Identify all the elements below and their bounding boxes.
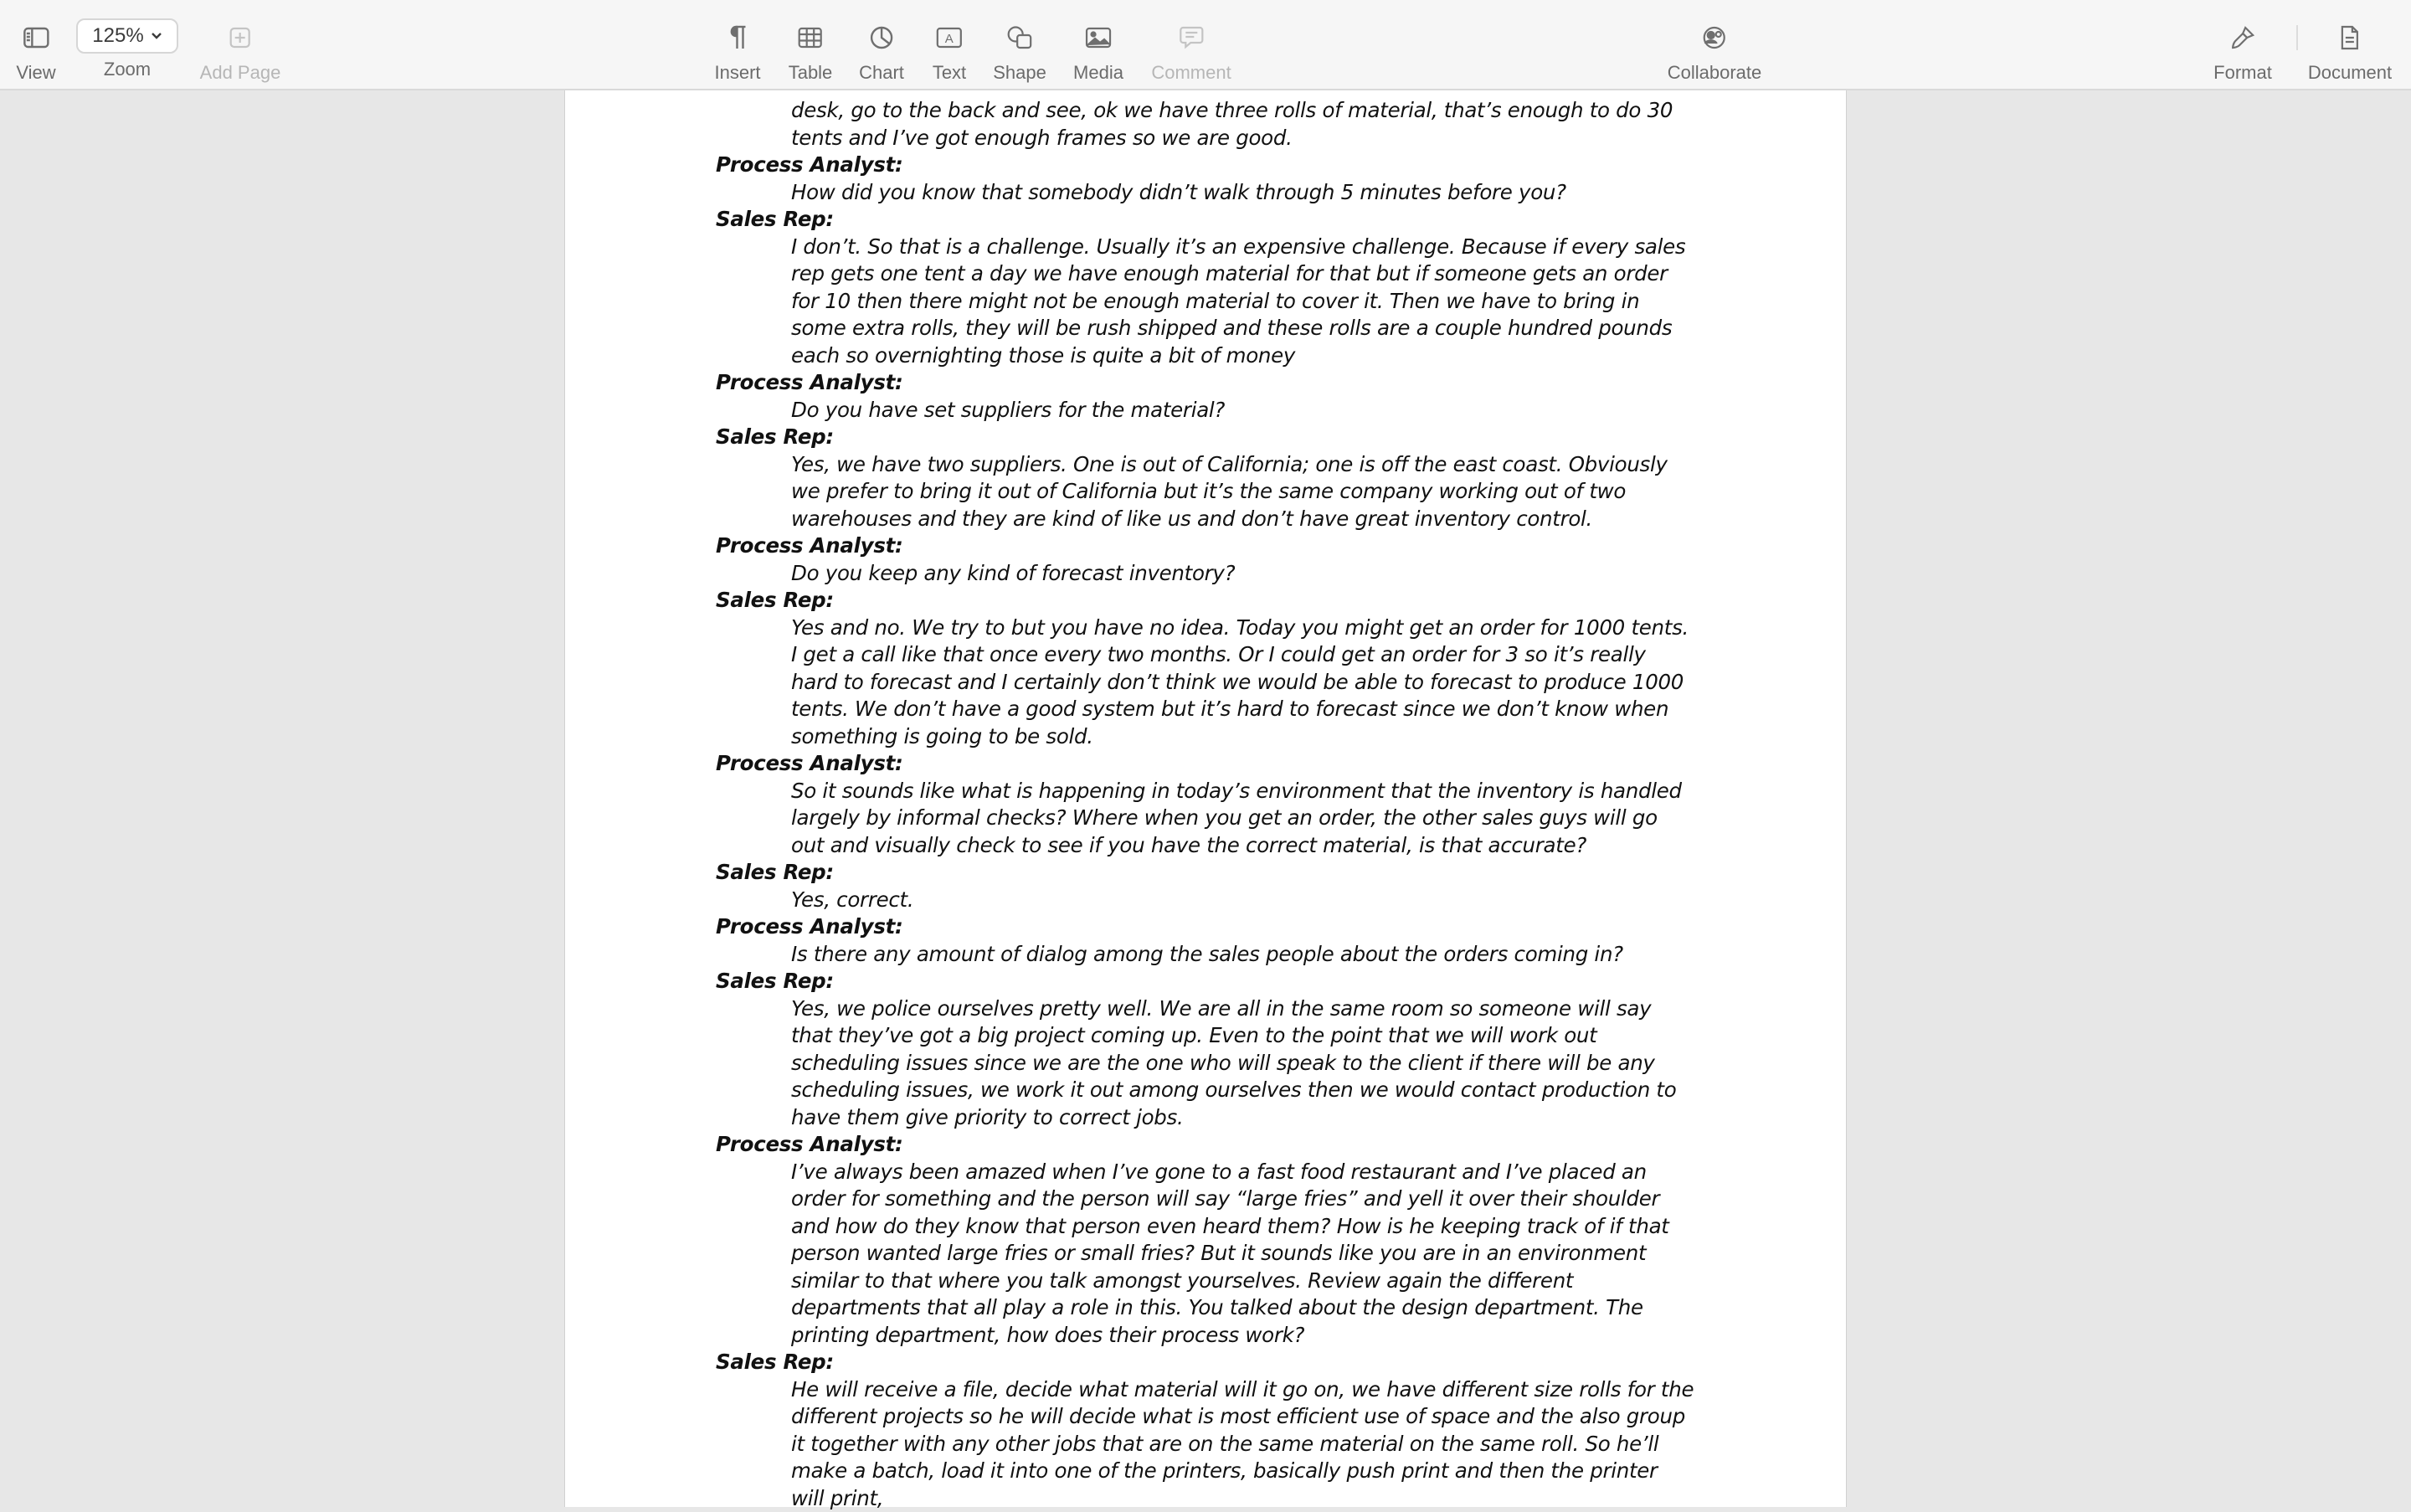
utterance-text: Yes, we police ourselves pretty well. We are all in the same room so someone will say that they’ve got a big project coming up. Even to the point that we will work out scheduling issues since we are the one who will speak to the client if there will be any scheduling issues, we work it out among ourselves then we would contact production to have them give priority to correct jobs. xyxy=(791,995,1695,1132)
media-label: Media xyxy=(1073,62,1123,84)
utterance-text: Do you keep any kind of forecast inventory? xyxy=(791,560,1695,588)
toolbar xyxy=(0,0,2411,90)
paintbrush-icon xyxy=(2230,22,2255,54)
zoom-control[interactable] xyxy=(76,0,178,90)
format-button[interactable] xyxy=(2213,0,2272,90)
utterance-text: Yes and no. We try to but you have no idea. Today you might get an order for 1000 tents. I get a call like that once every two months. Or I could get an order for 3 so it’s really hard to forecast and I certainly don’t think we would be able to forecast to produce 1000 tents. We don’t have a good system but it’s hard to forecast since we don’t know when something is going to be sold. xyxy=(791,615,1695,751)
document-label: Document xyxy=(2308,62,2392,84)
utterance-text: How did you know that somebody didn’t walk through 5 minutes before you? xyxy=(791,179,1695,207)
utterance-text: I don’t. So that is a challenge. Usually it’s an expensive challenge. Because if every sales rep gets one tent a day we have enough material for that but if someone gets an order for 10 then there might not be enough material to cover it. Then we have to bring in some extra rolls, they will be rush shipped and these rolls are a couple hundred pounds each so overnighting those is quite a bit of money xyxy=(791,234,1695,370)
speaker-label: Process Analyst: xyxy=(716,369,1704,397)
table-icon xyxy=(798,22,823,54)
format-label: Format xyxy=(2213,62,2272,84)
text-label: Text xyxy=(933,62,966,84)
utterance-text: Is there any amount of dialog among the sales people about the orders coming in? xyxy=(791,941,1695,969)
document-button[interactable] xyxy=(2308,0,2392,90)
speaker-label: Process Analyst: xyxy=(716,1131,1704,1159)
text-box-icon xyxy=(936,22,963,54)
interview-transcript[interactable] xyxy=(716,97,1704,1512)
document-page[interactable] xyxy=(564,90,1847,1507)
comment-icon xyxy=(1179,22,1204,54)
comment-label: Comment xyxy=(1151,62,1231,84)
speaker-label: Sales Rep: xyxy=(716,587,1704,615)
collaborate-label: Collaborate xyxy=(1668,62,1762,84)
shape-icon xyxy=(1006,22,1033,54)
add-page-label: Add Page xyxy=(200,62,281,84)
add-page-button[interactable] xyxy=(200,0,281,90)
table-button[interactable] xyxy=(789,0,833,90)
media-button[interactable] xyxy=(1073,0,1123,90)
photo-icon xyxy=(1085,22,1112,54)
shape-label: Shape xyxy=(993,62,1046,84)
speaker-label: Sales Rep: xyxy=(716,206,1704,234)
collaborate-icon xyxy=(1700,22,1729,54)
speaker-label: Process Analyst: xyxy=(716,152,1704,179)
zoom-select[interactable] xyxy=(76,18,178,54)
speaker-label: Process Analyst: xyxy=(716,750,1704,778)
utterance-text: He will receive a file, decide what material will it go on, we have different size rolls for the different projects so he will decide what is most efficient use of space and the also group it together with any other jobs that are on the same material on the same roll. So he’ll make a batch, load it into one of the printers, basically push print and then the printer will print, xyxy=(791,1376,1695,1512)
insert-label: Insert xyxy=(714,62,760,84)
zoom-label: Zoom xyxy=(104,59,151,80)
utterance-text: Do you have set suppliers for the material? xyxy=(791,397,1695,424)
comment-button[interactable] xyxy=(1151,0,1231,90)
toolbar-divider xyxy=(2296,25,2298,50)
chevron-down-icon xyxy=(151,32,162,40)
sidebar-icon xyxy=(23,22,49,54)
pie-chart-icon xyxy=(869,22,894,54)
chart-button[interactable] xyxy=(859,0,904,90)
speaker-label: Process Analyst: xyxy=(716,532,1704,560)
text-button[interactable] xyxy=(933,0,966,90)
view-button[interactable] xyxy=(16,0,55,90)
speaker-label: Sales Rep: xyxy=(716,424,1704,451)
utterance-text: Yes, correct. xyxy=(791,887,1695,914)
zoom-value: 125% xyxy=(92,24,143,48)
shape-button[interactable] xyxy=(993,0,1046,90)
speaker-label: Sales Rep: xyxy=(716,1349,1704,1376)
collaborate-button[interactable] xyxy=(1668,0,1762,90)
utterance-text: I’ve always been amazed when I’ve gone to a fast food restaurant and I’ve placed an order for something and the person will say “large fries” and yell it over their shoulder and how do they know that person even heard them? How is he keeping track of if that person wanted large fries or small fries? But it sounds like you are in an environment similar to that where you talk amongst yourselves. Review again the different departments that all play a role in this. You talked about the design department. The printing department, how does their process work? xyxy=(791,1159,1695,1350)
utterance-text: So it sounds like what is happening in today’s environment that the inventory is handled largely by informal checks? Where when you get an order, the other sales guys will go out and visually check to see if you have the correct material, is that accurate? xyxy=(791,778,1695,860)
speaker-label: Sales Rep: xyxy=(716,968,1704,995)
speaker-label: Process Analyst: xyxy=(716,913,1704,941)
utterance-text: desk, go to the back and see, ok we have three rolls of material, that’s enough to do 30 tents and I’ve got enough frames so we are good. xyxy=(791,97,1695,152)
svg-text:A: A xyxy=(945,32,954,46)
table-label: Table xyxy=(789,62,833,84)
plus-square-icon xyxy=(229,22,251,54)
view-label: View xyxy=(16,62,55,84)
utterance-text: Yes, we have two suppliers. One is out of California; one is off the east coast. Obviously we prefer to bring it out of California but it’s the same company working out of two warehouses and they are kind of like us and don’t have great inventory control. xyxy=(791,451,1695,533)
pilcrow-icon xyxy=(727,22,748,54)
chart-label: Chart xyxy=(859,62,904,84)
document-icon xyxy=(2340,22,2360,54)
insert-button[interactable] xyxy=(714,0,760,90)
speaker-label: Sales Rep: xyxy=(716,859,1704,887)
